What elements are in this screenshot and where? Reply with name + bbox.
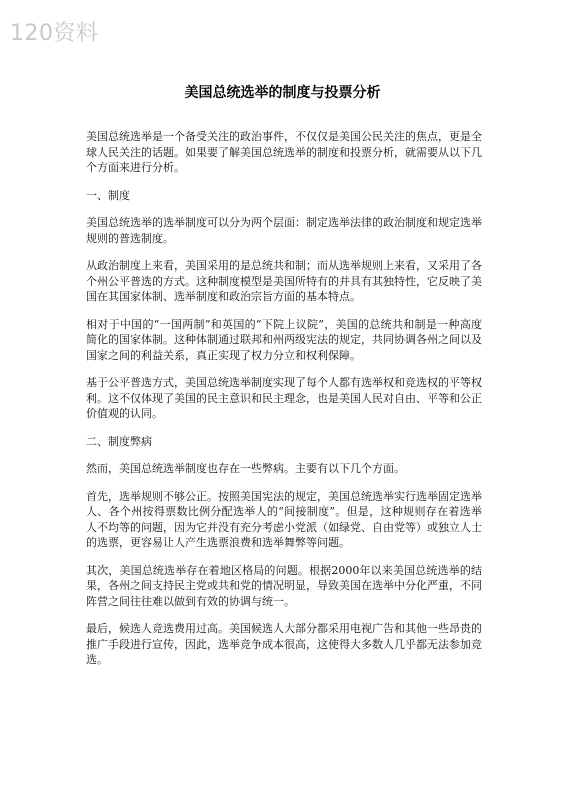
document-title: 美国总统选举的制度与投票分析: [184, 85, 381, 101]
watermark-logo: 120资料: [10, 21, 99, 46]
paragraph: 其次，美国总统选举存在着地区格局的问题。根据2000年以来美国总统选举的结果，各州之间支持民主党或共和党的情况明显，导致美国在选举中分化严重，不同阵营之间往往难以做到有效的协调与统一。: [86, 563, 482, 608]
paragraph: 然而，美国总统选举制度也存在一些弊病。主要有以下几个方面。: [86, 462, 405, 475]
paragraph: 从政治制度上来看，美国采用的是总统共和制；而从选举规则上来看，又采用了各个州公平普选的方式。这种制度模型是美国所特有的并具有其独特性，它反映了美国在其国家体制、选举制度和政治宗旨方面的基本特点。: [86, 259, 482, 303]
section-heading-system: 一、制度: [86, 188, 130, 202]
paragraph: 基于公平普选方式，美国总统选举制度实现了每个人都有选举权和竞选权的平等权利。这不仅体现了美国的民主意识和民主理念，也是美国人民对自由、平等和公正价值观的认同。: [86, 376, 482, 420]
document-body: [86, 129, 482, 680]
section-heading-drawbacks: 二、制度弊病: [86, 434, 152, 448]
paragraph: 最后，候选人竞选费用过高。美国候选人大部分都采用电视广告和其他一些昂贵的推广手段进行宣传，因此，选举竞争成本很高，这使得大多数人几乎都无法参加竞选。: [86, 622, 482, 666]
paragraph-intro: 美国总统选举是一个备受关注的政治事件，不仅仅是美国公民关注的焦点，更是全球人民关注的话题。如果要了解美国总统选举的制度和投票分析，就需要从以下几个方面来进行分析。: [86, 130, 482, 174]
paragraph: 首先，选举规则不够公正。按照美国宪法的规定，美国总统选举实行选举固定选举人、各个州按得票数比例分配选举人的“间接制度”。但是，这种规则存在着选举人不均等的问题，因为它并没有充分考虑小党派（如绿党、自由党等）或独立人士的选票，更容易让人产生选票浪费和选举舞弊等问题。: [86, 489, 482, 549]
paragraph: 美国总统选举的选举制度可以分为两个层面：制定选举法律的政治制度和规定选举规则的普选制度。: [86, 216, 482, 245]
paragraph: 相对于中国的“一国两制”和英国的“下院上议院”，美国的总统共和制是一种高度简化的国家体制。这种体制通过联邦和州两级宪法的规定，共同协调各州之间以及国家之间的利益关系，真正实现了权力分立和权利保障。: [86, 317, 482, 362]
